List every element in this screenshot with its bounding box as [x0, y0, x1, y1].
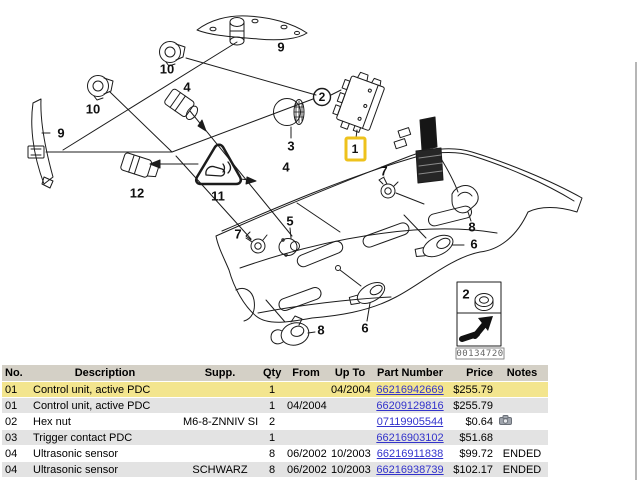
bumper-drawing — [216, 149, 582, 322]
part-number-link[interactable]: 66216938739 — [376, 463, 444, 476]
trim-strip-left-drawing — [28, 99, 53, 188]
cell-from: 04/2004 — [284, 398, 328, 413]
callout-11: 11 — [211, 188, 225, 204]
photo-icon[interactable] — [499, 415, 512, 428]
cell-supp — [180, 382, 260, 397]
cell-description: Ultrasonic sensor — [30, 462, 180, 477]
callout-9-left: 9 — [57, 125, 65, 141]
cell-part-number — [372, 398, 448, 413]
callout-3: 3 — [287, 138, 295, 154]
cell-price: $255.79 — [448, 382, 496, 397]
cell-price: $51.68 — [448, 430, 496, 445]
bracket-right-drawing — [440, 157, 478, 221]
table-row — [2, 430, 548, 445]
cell-no: 04 — [2, 446, 30, 461]
callout-8-right: 8 — [468, 219, 476, 235]
callout-7-left: 7 — [234, 226, 242, 242]
holder-lower-drawing — [88, 76, 114, 101]
cell-upto: 10/2003 — [328, 462, 372, 477]
cell-description: Control unit, active PDC — [30, 398, 180, 413]
cell-from — [284, 414, 328, 429]
table-row — [2, 414, 548, 429]
cell-supp — [180, 430, 260, 445]
col-header-description: Description — [30, 365, 180, 381]
cell-upto — [328, 430, 372, 445]
col-header-no: No. — [2, 365, 30, 381]
table-row — [2, 446, 548, 461]
callout-2-circled: 2 — [318, 90, 326, 104]
cell-description: Ultrasonic sensor — [30, 446, 180, 461]
control-unit-drawing — [329, 68, 386, 136]
table-row — [2, 462, 548, 477]
cell-no: 04 — [2, 462, 30, 477]
cell-supp — [180, 398, 260, 413]
leader-lines — [46, 39, 357, 242]
warning-triangle-drawing — [196, 145, 241, 184]
col-header-upto: Up To — [328, 365, 372, 381]
cell-from: 06/2002 — [284, 446, 328, 461]
cell-notes — [496, 398, 548, 413]
cell-qty: 2 — [260, 414, 284, 429]
cell-notes: ENDED — [496, 462, 548, 477]
latch-drawing — [394, 117, 443, 183]
cell-description: Control unit, active PDC — [30, 382, 180, 397]
cell-notes — [496, 382, 548, 397]
cell-part-number — [372, 414, 448, 429]
cell-from: 06/2002 — [284, 462, 328, 477]
cell-supp: SCHWARZ — [180, 462, 260, 477]
col-header-qty: Qty — [260, 365, 284, 381]
col-header-from: From — [284, 365, 328, 381]
cell-part-number — [372, 430, 448, 445]
cell-no: 03 — [2, 430, 30, 445]
cell-description: Hex nut — [30, 414, 180, 429]
part-number-link[interactable]: 07119905544 — [376, 415, 444, 428]
callout-5: 5 — [286, 213, 294, 229]
cover-right-drawing — [404, 215, 464, 265]
legend-item-number: 2 — [462, 286, 470, 302]
cell-upto: 10/2003 — [328, 446, 372, 461]
callout-12: 12 — [129, 185, 145, 201]
part-number-link[interactable]: 66216911838 — [376, 447, 444, 460]
sensor-bumper-right-drawing — [379, 177, 424, 204]
cell-upto — [328, 398, 372, 413]
callout-9-top: 9 — [277, 39, 285, 55]
sensor-left-drawing — [120, 152, 160, 180]
cell-supp: M6-8-ZNNIV SI — [180, 414, 260, 429]
cell-notes: ENDED — [496, 446, 548, 461]
trim-strip-top-drawing — [197, 16, 307, 45]
callout-4-right: 4 — [282, 159, 290, 175]
callout-10-upper: 10 — [159, 61, 175, 77]
cell-qty: 1 — [260, 430, 284, 445]
col-header-supp: Supp. — [180, 365, 260, 381]
part-number-link[interactable]: 66216942669 — [376, 383, 444, 396]
cell-no: 01 — [2, 398, 30, 413]
col-header-notes: Notes — [496, 365, 548, 381]
callout-6-bottom: 6 — [361, 320, 369, 336]
cell-qty: 8 — [260, 446, 284, 461]
cell-price: $255.79 — [448, 398, 496, 413]
cell-part-number — [372, 446, 448, 461]
callout-6-right: 6 — [470, 236, 478, 252]
table-row — [2, 382, 548, 397]
part-number-link[interactable]: 66209129816 — [376, 399, 444, 412]
callout-7-right: 7 — [380, 163, 388, 179]
cell-price: $0.64 — [448, 414, 496, 429]
cell-upto: 04/2004 — [328, 382, 372, 397]
parts-table — [2, 364, 548, 478]
right-frame-divider — [635, 62, 637, 480]
cell-price: $102.17 — [448, 462, 496, 477]
cell-from — [284, 382, 328, 397]
cell-from — [284, 430, 328, 445]
cell-part-number — [372, 382, 448, 397]
callout-8-bottom: 8 — [317, 322, 325, 338]
cell-description: Trigger contact PDC — [30, 430, 180, 445]
callout-1-selected: 1 — [351, 142, 359, 156]
table-header-row — [2, 365, 548, 381]
diagram-image-number: 00134720 — [456, 349, 504, 359]
cell-upto — [328, 414, 372, 429]
cell-qty: 1 — [260, 398, 284, 413]
cell-qty: 1 — [260, 382, 284, 397]
cell-qty: 8 — [260, 462, 284, 477]
cell-no: 01 — [2, 382, 30, 397]
cell-price: $99.72 — [448, 446, 496, 461]
col-header-part-number: Part Number — [372, 365, 448, 381]
callout-4-upper: 4 — [183, 79, 191, 95]
cell-notes — [496, 414, 548, 429]
sensor-bumper-left-drawing — [246, 232, 267, 253]
cell-supp — [180, 446, 260, 461]
part-number-link[interactable]: 66216903102 — [376, 431, 444, 444]
cell-notes — [496, 430, 548, 445]
col-header-price: Price — [448, 365, 496, 381]
cell-no: 02 — [2, 414, 30, 429]
table-row — [2, 398, 548, 413]
callout-10-lower: 10 — [85, 101, 101, 117]
cell-part-number — [372, 462, 448, 477]
